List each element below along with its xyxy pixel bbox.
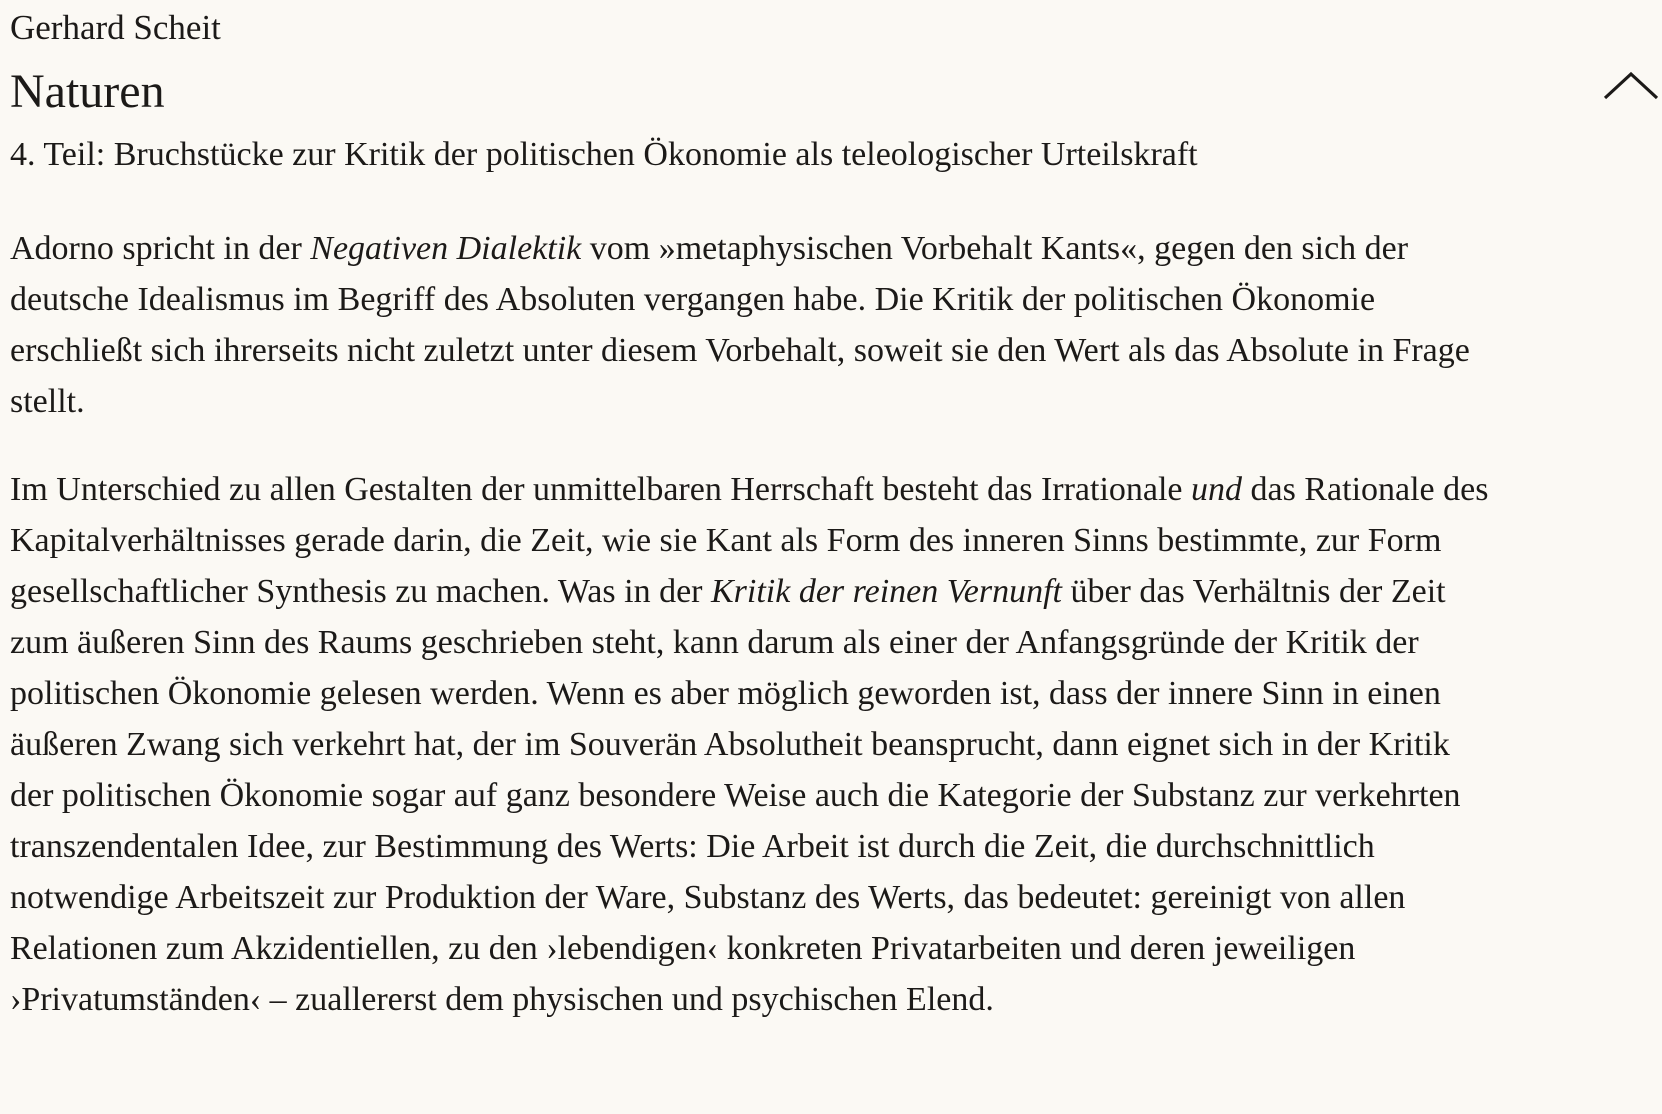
article-title: Naturen [10, 65, 165, 118]
article-subtitle: 4. Teil: Bruchstücke zur Kritik der politischen Ökonomie als teleologischer Urteilskraft [10, 136, 1198, 173]
paragraph-1-text-2: vom »metaphysischen Vorbehalt Kants«, gegen den sich der deutsche Idealismus im Begriff des Absoluten vergangen habe. Die Kritik der politischen Ökonomie erschließt sich ihrerseits nicht zuletzt unter diesem Vorbehalt, soweit sie den Wert als das Absolute in Frage stellt. [10, 230, 1470, 420]
paragraph-1-text-1: Adorno spricht in der [10, 230, 311, 267]
paragraph-2 [10, 464, 1490, 1025]
chevron-up-icon [1602, 64, 1660, 116]
author-name: Gerhard Scheit [10, 8, 221, 47]
book-title-kritik-der-reinen-vernunft: Kritik der reinen Vernunft [710, 573, 1062, 610]
emphasis-und: und [1191, 471, 1243, 508]
collapse-button[interactable] [1602, 64, 1660, 116]
book-title-negative-dialektik: Negativen Dialektik [310, 230, 582, 267]
paragraph-1 [10, 223, 1490, 427]
paragraph-2-text-1: Im Unterschied zu allen Gestalten der unmittelbaren Herrschaft besteht das Irrationale [10, 471, 1192, 508]
article-body [10, 223, 1490, 1062]
paragraph-2-text-3: über das Verhältnis der Zeit zum äußeren Sinn des Raums geschrieben steht, kann darum als einer der Anfangsgründe der Kritik der politischen Ökonomie gelesen werden. Wenn es aber möglich geworden ist, dass der innere Sinn in einen äußeren Zwang sich verkehrt hat, der im Souverän Absolutheit beansprucht, dann eignet sich in der Kritik der politischen Ökonomie sogar auf ganz besondere Weise auch die Kategorie der Substanz zur verkehrten transzendentalen Idee, zur Bestimmung des Werts: Die Arbeit ist durch die Zeit, die durchschnittlich notwendige Arbeitszeit zur Produktion der Ware, Substanz des Werts, das bedeutet: gereinigt von allen Relationen zum Akzidentiellen, zu den ›lebendigen‹ konkreten Privatarbeiten und deren jeweiligen ›Privatumständen‹ – zuallererst dem physischen und psychischen Elend. [10, 573, 1461, 1018]
paragraph-2-text-2: das Rationale des Kapitalverhältnisses gerade darin, die Zeit, wie sie Kant als Form des inneren Sinns bestimmte, zur Form gesellschaftlicher Synthesis zu machen. Was in der [10, 471, 1489, 610]
